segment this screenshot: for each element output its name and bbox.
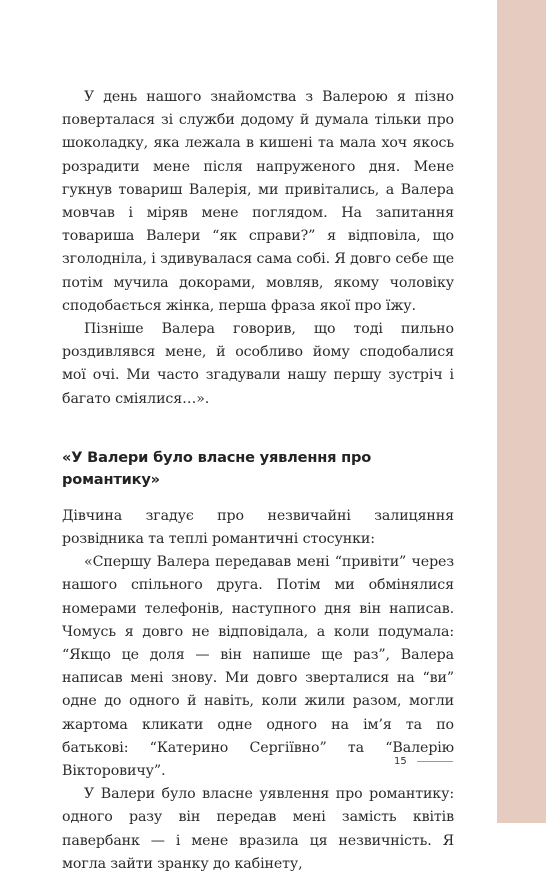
paragraph-greetings: «Спершу Валера передавав мені “привіти” через нашого спільного друга. Потім ми обмінялися номерами телефонів, наступного дня він написав. Чомусь я довго не відповідала, а коли подумала: “Якщо це доля — він напише ще раз”, Валера написав мені знову. Ми довго зверталися на “ви” одне до одного й навіть, коли жили разом, могли жартома кликати одне одного на ім’я та по батькові: “Катерино Сергіївно” та “Валерію Вікторовичу”.	[62, 554, 454, 780]
footer-rule	[417, 761, 453, 762]
section-heading: «У Валери було власне уявлення про романтику»	[62, 448, 372, 488]
page-edge-color-strip	[497, 0, 546, 823]
paragraph-first-meeting: У день нашого знайомства з Валерою я пізно поверталася зі служби додому й думала тільки про шоколадку, яка лежала в кишені та мала хоч якось розрадити мене після напруженого дня. Мене гукнув товариш Валерія, ми привітались, а Валера мовчав і міряв мене поглядом. На запитання товариша Валери “як справи?” я відповіла, що зголодніла, і здивувалася сама собі. Я довго себе ще потім мучила докорами, мовляв, якому чоловіку сподобається жінка, перша фраза якої про їжу.	[62, 89, 455, 314]
paragraph-later-memory: Пізніше Валера говорив, що тоді пильно роздивлявся мене, й особливо йому сподобалися мої очі. Ми часто згадували нашу першу зустріч і багато сміялися…».	[62, 321, 454, 407]
paragraph-intro: Дівчина згадує про незвичайні залицяння розвідника та теплі романтичні стосунки:	[62, 507, 454, 548]
page-footer	[380, 751, 480, 771]
page-number: 15	[394, 755, 407, 767]
paragraph-romance: У Валери було власне уявлення про романтику: одного разу він передав мені замість квітів павербанк — і мене вразила ця незвичність. Я могла зайти зранку до кабінету,	[62, 786, 454, 872]
